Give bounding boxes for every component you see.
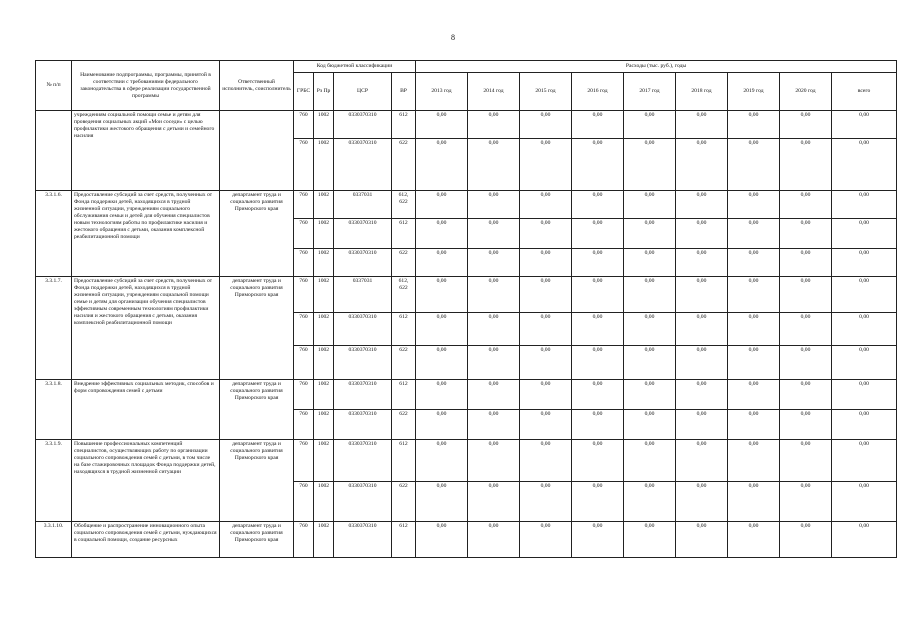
code-vr: 612 — [392, 440, 416, 482]
expense-value: 0,00 — [572, 249, 624, 277]
expense-value: 0,00 — [416, 139, 468, 191]
expense-value: 0,00 — [572, 482, 624, 522]
header-year-1: 2014 год — [468, 73, 520, 111]
code-rzpr: 1002 — [314, 522, 334, 558]
code-rzpr: 1002 — [314, 410, 334, 440]
expense-value: 0,00 — [520, 191, 572, 219]
expense-value: 0,00 — [780, 219, 832, 249]
expense-value: 0,00 — [520, 346, 572, 380]
expense-value: 0,00 — [728, 249, 780, 277]
expense-value: 0,00 — [676, 219, 728, 249]
code-csr: 0330370310 — [334, 313, 392, 346]
code-csr: 0337031 — [334, 191, 392, 219]
expense-value: 0,00 — [780, 313, 832, 346]
expense-value: 0,00 — [572, 380, 624, 410]
expense-value: 0,00 — [416, 440, 468, 482]
table-row — [36, 111, 897, 139]
code-vr: 612 — [392, 380, 416, 410]
expense-value: 0,00 — [468, 346, 520, 380]
expense-value: 0,00 — [572, 111, 624, 139]
expense-value: 0,00 — [676, 482, 728, 522]
header-expenses: Расходы (тыс. руб.), годы — [416, 61, 897, 73]
code-csr: 0330370310 — [334, 380, 392, 410]
expense-value: 0,00 — [780, 522, 832, 558]
header-year-8: всего — [832, 73, 897, 111]
code-rzpr: 1002 — [314, 191, 334, 219]
expense-value: 0,00 — [416, 313, 468, 346]
expense-value: 0,00 — [520, 380, 572, 410]
expense-value: 0,00 — [728, 139, 780, 191]
expense-value: 0,00 — [832, 277, 897, 313]
code-vr: 622 — [392, 249, 416, 277]
code-csr: 0330370310 — [334, 219, 392, 249]
code-csr: 0330370310 — [334, 139, 392, 191]
expense-value: 0,00 — [572, 440, 624, 482]
expense-value: 0,00 — [728, 482, 780, 522]
expense-value: 0,00 — [520, 522, 572, 558]
code-grbs: 760 — [294, 346, 314, 380]
expense-value: 0,00 — [676, 380, 728, 410]
budget-table — [35, 60, 897, 558]
code-rzpr: 1002 — [314, 346, 334, 380]
expense-value: 0,00 — [520, 249, 572, 277]
item-responsible — [220, 111, 294, 191]
code-rzpr: 1002 — [314, 111, 334, 139]
expense-value: 0,00 — [676, 522, 728, 558]
code-vr: 612 — [392, 219, 416, 249]
expense-value: 0,00 — [728, 522, 780, 558]
expense-value: 0,00 — [416, 482, 468, 522]
code-grbs: 760 — [294, 111, 314, 139]
expense-value: 0,00 — [624, 313, 676, 346]
expense-value: 0,00 — [676, 191, 728, 219]
code-vr: 622 — [392, 346, 416, 380]
expense-value: 0,00 — [468, 313, 520, 346]
expense-value: 0,00 — [832, 522, 897, 558]
expense-value: 0,00 — [832, 380, 897, 410]
code-rzpr: 1002 — [314, 313, 334, 346]
code-grbs: 760 — [294, 313, 314, 346]
code-rzpr: 1002 — [314, 380, 334, 410]
page-number: 8 — [451, 33, 455, 42]
code-grbs: 760 — [294, 191, 314, 219]
expense-value: 0,00 — [624, 277, 676, 313]
expense-value: 0,00 — [676, 139, 728, 191]
expense-value: 0,00 — [520, 482, 572, 522]
code-vr: 612, 622 — [392, 191, 416, 219]
code-csr: 0330370310 — [334, 410, 392, 440]
expense-value: 0,00 — [416, 410, 468, 440]
expense-value: 0,00 — [416, 191, 468, 219]
expense-value: 0,00 — [728, 219, 780, 249]
code-grbs: 760 — [294, 482, 314, 522]
expense-value: 0,00 — [520, 139, 572, 191]
expense-value: 0,00 — [728, 191, 780, 219]
code-grbs: 760 — [294, 380, 314, 410]
header-code-3: ВР — [392, 73, 416, 111]
code-rzpr: 1002 — [314, 139, 334, 191]
expense-value: 0,00 — [832, 313, 897, 346]
header-name: Наименование подпрограммы, программы, принятой в соответствии с требованиями федерального законодательства в сфере реализации государственной программы — [72, 61, 220, 111]
code-csr: 0330370310 — [334, 522, 392, 558]
expense-value: 0,00 — [572, 219, 624, 249]
expense-value: 0,00 — [676, 346, 728, 380]
expense-value: 0,00 — [624, 440, 676, 482]
item-name: Предоставление субсидий за счет средств, полученных от Фонда поддержки детей, находящихся в трудной жизненной ситуации, учреждениям социального обслуживания семьи и детей для обучения специалистов новым технологиям работы по профилактике насилия и жестокого обращения с детьми, оказания комплексной реабилитационной помощи — [72, 191, 220, 277]
expense-value: 0,00 — [468, 440, 520, 482]
item-number: 3.3.1.9. — [36, 440, 72, 522]
code-rzpr: 1002 — [314, 440, 334, 482]
header-code-2: ЦСР — [334, 73, 392, 111]
expense-value: 0,00 — [832, 111, 897, 139]
expense-value: 0,00 — [624, 249, 676, 277]
expense-value: 0,00 — [832, 139, 897, 191]
item-responsible: департамент труда и социального развития Приморского края — [220, 191, 294, 277]
header-code-1: Рз Пр — [314, 73, 334, 111]
code-grbs: 760 — [294, 522, 314, 558]
expense-value: 0,00 — [520, 111, 572, 139]
expense-value: 0,00 — [624, 191, 676, 219]
code-csr: 0330370310 — [334, 111, 392, 139]
expense-value: 0,00 — [624, 482, 676, 522]
expense-value: 0,00 — [520, 410, 572, 440]
expense-value: 0,00 — [676, 313, 728, 346]
expense-value: 0,00 — [624, 410, 676, 440]
code-rzpr: 1002 — [314, 277, 334, 313]
code-vr: 622 — [392, 139, 416, 191]
expense-value: 0,00 — [780, 380, 832, 410]
item-responsible: департамент труда и социального развития Приморского края — [220, 277, 294, 380]
expense-value: 0,00 — [416, 111, 468, 139]
code-rzpr: 1002 — [314, 482, 334, 522]
code-vr: 612 — [392, 111, 416, 139]
expense-value: 0,00 — [728, 313, 780, 346]
expense-value: 0,00 — [520, 277, 572, 313]
expense-value: 0,00 — [832, 191, 897, 219]
expense-value: 0,00 — [468, 191, 520, 219]
code-grbs: 760 — [294, 440, 314, 482]
item-number — [36, 111, 72, 191]
expense-value: 0,00 — [832, 249, 897, 277]
code-csr: 0337031 — [334, 277, 392, 313]
code-grbs: 760 — [294, 410, 314, 440]
item-number: 3.3.1.8. — [36, 380, 72, 440]
item-number: 3.3.1.10. — [36, 522, 72, 558]
code-vr: 612 — [392, 522, 416, 558]
expense-value: 0,00 — [416, 277, 468, 313]
header-budget-code: Код бюджетной классификации — [294, 61, 416, 73]
expense-value: 0,00 — [624, 346, 676, 380]
header-year-0: 2013 год — [416, 73, 468, 111]
code-csr: 0330370310 — [334, 249, 392, 277]
code-rzpr: 1002 — [314, 249, 334, 277]
code-grbs: 760 — [294, 219, 314, 249]
expense-value: 0,00 — [416, 522, 468, 558]
item-number: 3.3.1.7. — [36, 277, 72, 380]
expense-value: 0,00 — [780, 482, 832, 522]
item-responsible: департамент труда и социального развития Приморского края — [220, 440, 294, 522]
header-year-7: 2020 год — [780, 73, 832, 111]
code-vr: 622 — [392, 482, 416, 522]
expense-value: 0,00 — [676, 440, 728, 482]
expense-value: 0,00 — [416, 249, 468, 277]
header-year-2: 2015 год — [520, 73, 572, 111]
header-year-5: 2018 год — [676, 73, 728, 111]
expense-value: 0,00 — [520, 313, 572, 346]
expense-value: 0,00 — [572, 139, 624, 191]
expense-value: 0,00 — [468, 522, 520, 558]
expense-value: 0,00 — [832, 346, 897, 380]
header-year-3: 2016 год — [572, 73, 624, 111]
expense-value: 0,00 — [624, 380, 676, 410]
expense-value: 0,00 — [728, 440, 780, 482]
expense-value: 0,00 — [572, 277, 624, 313]
header-code-0: ГРБС — [294, 73, 314, 111]
expense-value: 0,00 — [832, 410, 897, 440]
header-number: № п/п — [36, 61, 72, 111]
item-name: Повышение профессиональных компетенций специалистов, осуществляющих работу по организации социального сопровождения семей с детьми, в том числе на базе стажировочных площадок Фонда поддержки детей, находящихся в трудной жизненной ситуации — [72, 440, 220, 522]
header-responsible: Ответственный исполнитель, соисполнитель — [220, 61, 294, 111]
expense-value: 0,00 — [572, 346, 624, 380]
code-csr: 0330370310 — [334, 440, 392, 482]
expense-value: 0,00 — [468, 249, 520, 277]
expense-value: 0,00 — [572, 410, 624, 440]
expense-value: 0,00 — [624, 139, 676, 191]
expense-value: 0,00 — [728, 346, 780, 380]
code-vr: 612 — [392, 313, 416, 346]
expense-value: 0,00 — [572, 522, 624, 558]
item-name: Предоставление субсидий за счет средств, полученных от Фонда поддержки детей, находящихся в трудной жизненной ситуации, учреждениям социальной помощи семье и детям для организации обучения специалистов эффективным современным технологиям профилактики насилия и жестокого обращения с детьми, оказания комплексной реабилитационной помощи — [72, 277, 220, 380]
table-row — [36, 380, 897, 410]
expense-value: 0,00 — [520, 440, 572, 482]
item-responsible: департамент труда и социального развития Приморского края — [220, 522, 294, 558]
expense-value: 0,00 — [780, 249, 832, 277]
code-rzpr: 1002 — [314, 219, 334, 249]
expense-value: 0,00 — [468, 380, 520, 410]
expense-value: 0,00 — [728, 277, 780, 313]
header-year-4: 2017 год — [624, 73, 676, 111]
table-row — [36, 277, 897, 313]
table-row — [36, 191, 897, 219]
table-row — [36, 522, 897, 558]
expense-value: 0,00 — [468, 410, 520, 440]
item-number: 3.3.1.6. — [36, 191, 72, 277]
item-name: учреждениям социальной помощи семье и детям для проведения социальных акций «Мои соседи» с целью профилактики жестокого обращения с детьми и семейного насилия — [72, 111, 220, 191]
expense-value: 0,00 — [676, 277, 728, 313]
expense-value: 0,00 — [728, 380, 780, 410]
expense-value: 0,00 — [624, 522, 676, 558]
expense-value: 0,00 — [676, 410, 728, 440]
expense-value: 0,00 — [416, 346, 468, 380]
expense-value: 0,00 — [832, 482, 897, 522]
code-grbs: 760 — [294, 249, 314, 277]
header-year-6: 2019 год — [728, 73, 780, 111]
item-name: Обобщение и распространение инновационного опыта социального сопровождения семей с детьми, нуждающихся в социальной помощи, создание ресурсных — [72, 522, 220, 558]
expense-value: 0,00 — [780, 277, 832, 313]
expense-value: 0,00 — [780, 139, 832, 191]
item-responsible: департамент труда и социального развития Приморского края — [220, 380, 294, 440]
code-vr: 612, 622 — [392, 277, 416, 313]
expense-value: 0,00 — [780, 410, 832, 440]
expense-value: 0,00 — [780, 111, 832, 139]
expense-value: 0,00 — [624, 219, 676, 249]
expense-value: 0,00 — [676, 111, 728, 139]
code-csr: 0330370310 — [334, 482, 392, 522]
expense-value: 0,00 — [728, 410, 780, 440]
item-name: Внедрение эффективных социальных методик, способов и форм сопровождения семей с детьми — [72, 380, 220, 440]
expense-value: 0,00 — [572, 191, 624, 219]
expense-value: 0,00 — [468, 219, 520, 249]
expense-value: 0,00 — [780, 440, 832, 482]
expense-value: 0,00 — [416, 219, 468, 249]
expense-value: 0,00 — [780, 191, 832, 219]
expense-value: 0,00 — [468, 277, 520, 313]
expense-value: 0,00 — [832, 440, 897, 482]
expense-value: 0,00 — [624, 111, 676, 139]
code-csr: 0330370310 — [334, 346, 392, 380]
expense-value: 0,00 — [520, 219, 572, 249]
expense-value: 0,00 — [780, 346, 832, 380]
code-grbs: 760 — [294, 139, 314, 191]
expense-value: 0,00 — [468, 111, 520, 139]
expense-value: 0,00 — [728, 111, 780, 139]
expense-value: 0,00 — [468, 139, 520, 191]
expense-value: 0,00 — [676, 249, 728, 277]
code-vr: 622 — [392, 410, 416, 440]
code-grbs: 760 — [294, 277, 314, 313]
expense-value: 0,00 — [416, 380, 468, 410]
expense-value: 0,00 — [572, 313, 624, 346]
expense-value: 0,00 — [468, 482, 520, 522]
table-row — [36, 440, 897, 482]
expense-value: 0,00 — [832, 219, 897, 249]
